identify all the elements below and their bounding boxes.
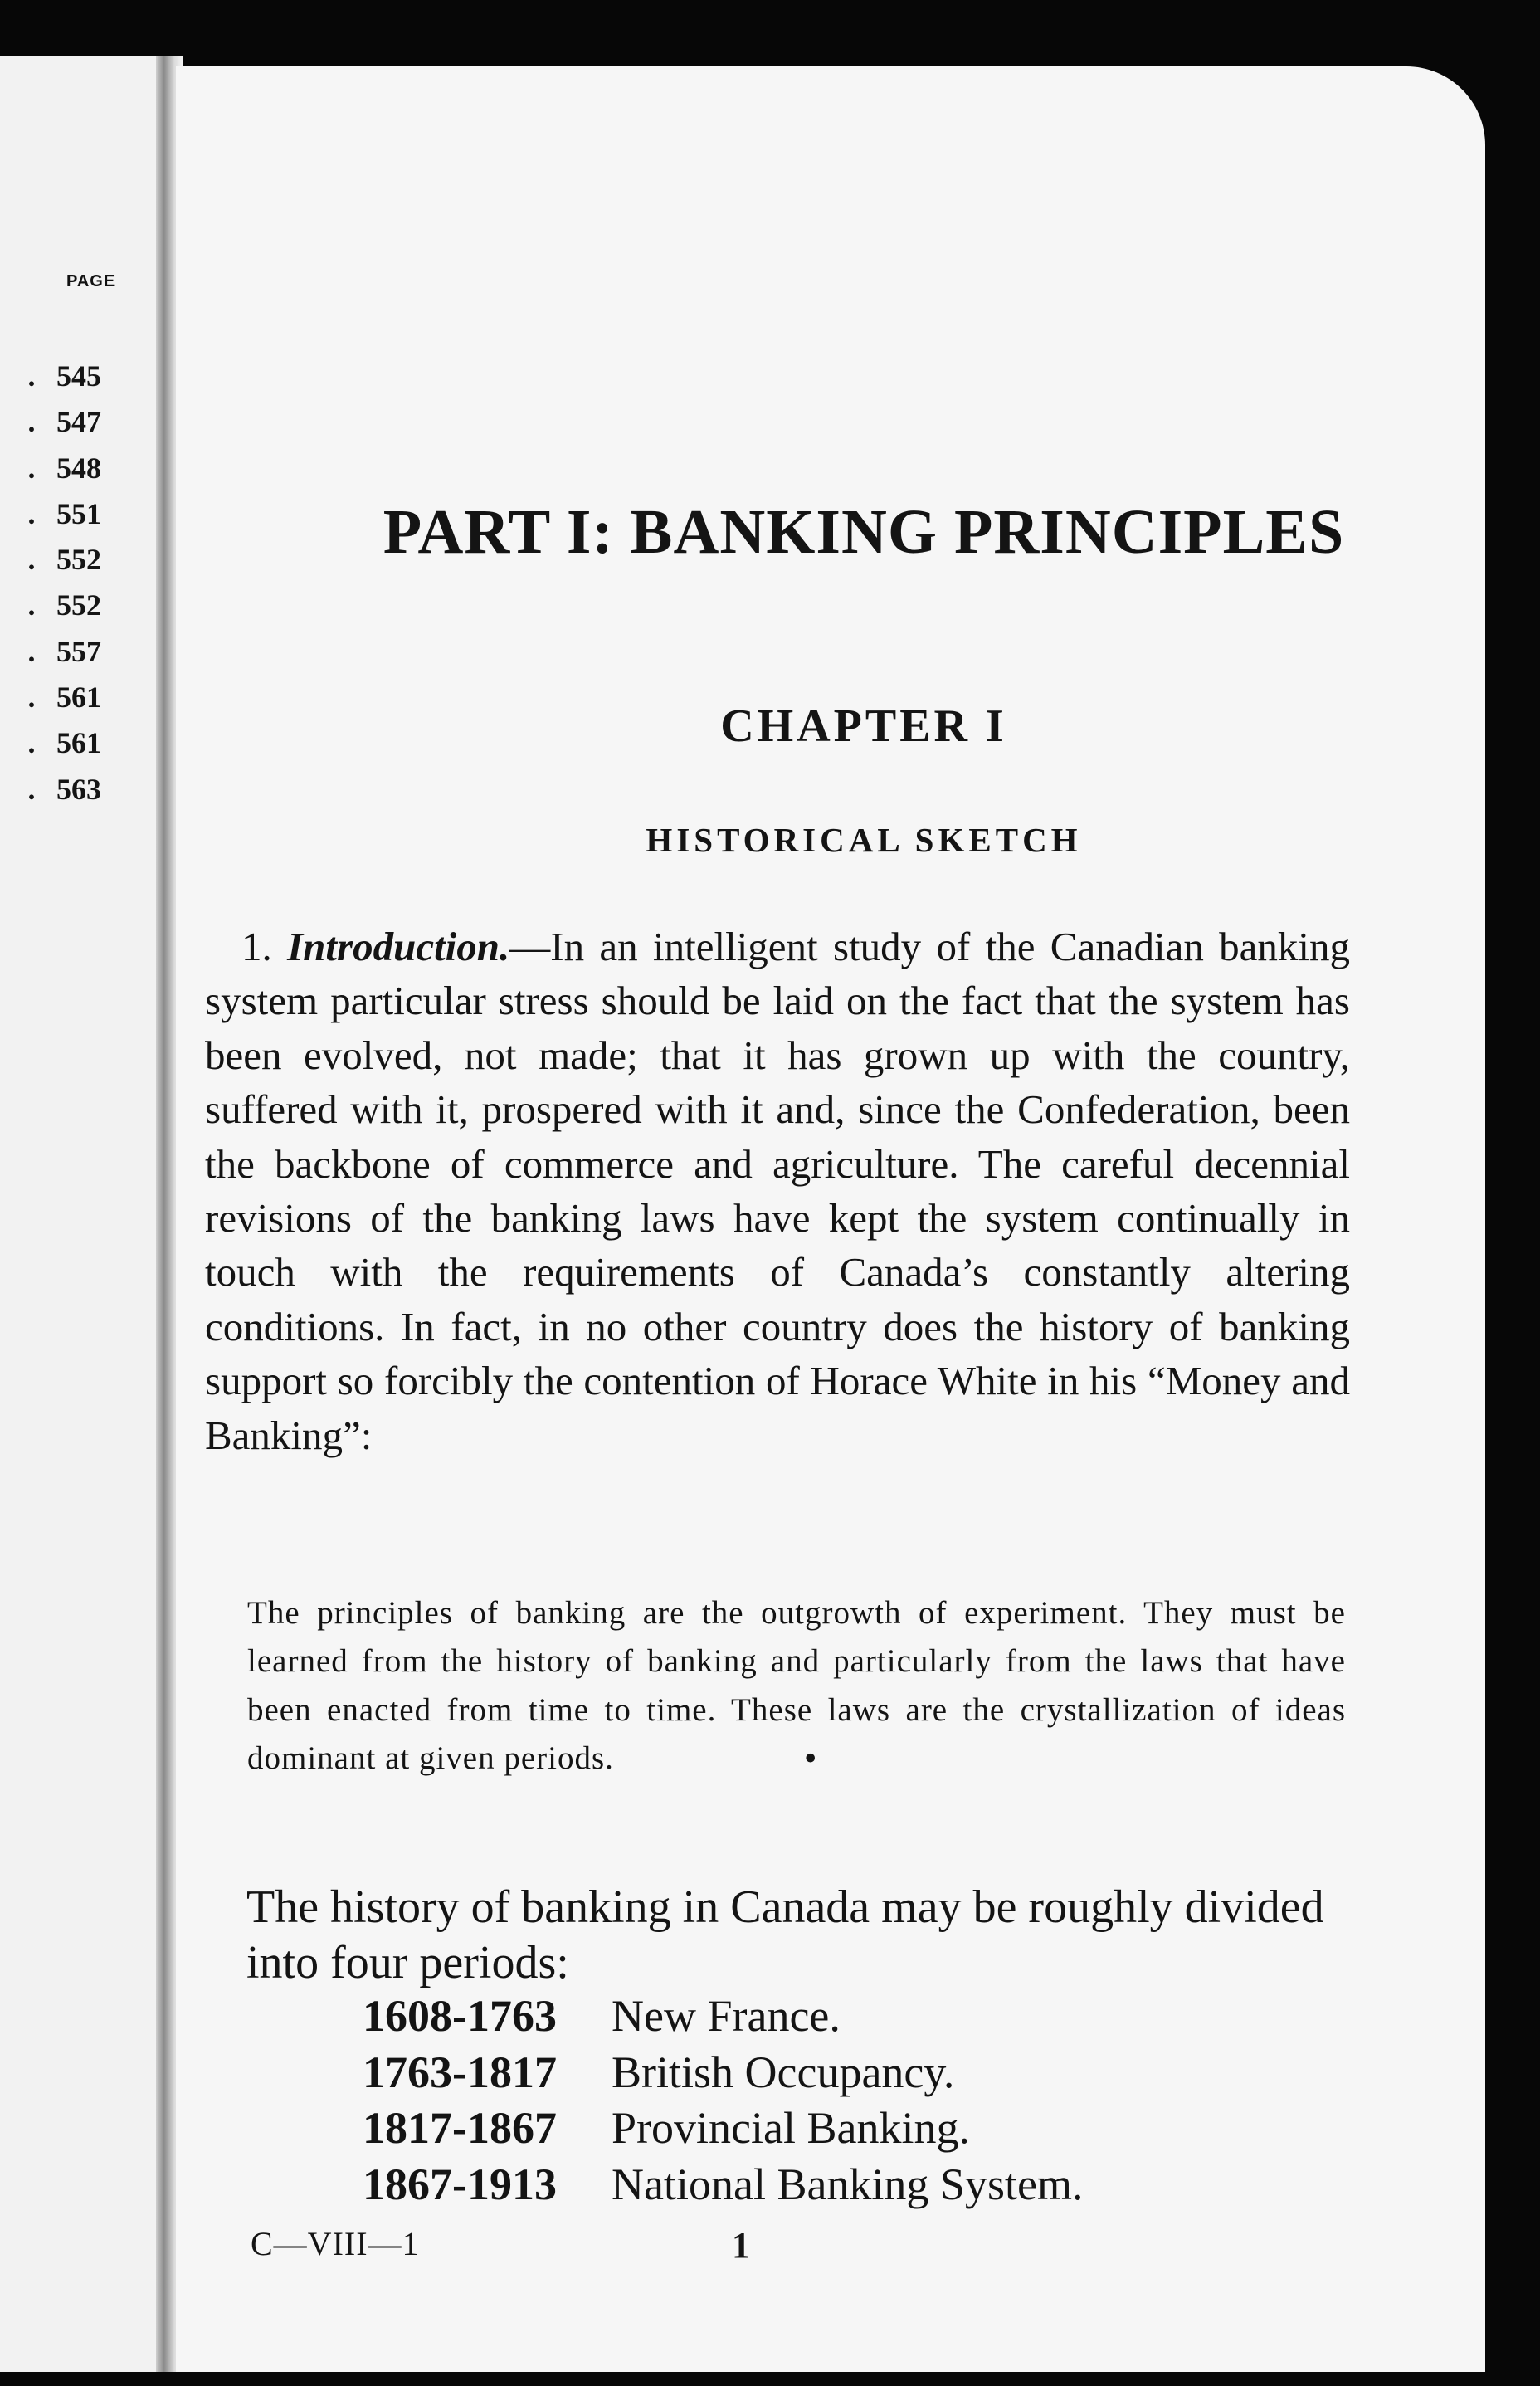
periods-intro: The history of banking in Canada may be roughly divided into four periods: [246,1881,1324,1988]
block-quote [247,1589,1346,1783]
chapter-title: CHAPTER I [720,700,1007,752]
periods-list [363,1988,1083,2213]
toc-page-number: . 561 [27,681,101,715]
previous-page-edge [0,56,158,2372]
part-title: PART I: BANKING PRINCIPLES [383,497,1345,567]
toc-page-number: . 552 [27,543,101,577]
period-row [363,2157,1083,2213]
toc-page-number: . 547 [27,405,101,439]
section-heading: Introduction. [287,924,510,969]
toc-page-number: . 551 [27,496,101,530]
introduction-paragraph [205,920,1350,1462]
period-name: National Banking System. [612,2159,1084,2209]
period-years: 1608-1763 [363,1991,557,2041]
toc-page-number: . 561 [27,726,101,760]
period-name: Provincial Banking. [612,2103,970,2154]
toc-page-number: . 563 [27,772,101,806]
period-years: 1867-1913 [363,2159,557,2209]
toc-page-number-list [7,354,101,812]
quote-text: The principles of banking are the outgrowth of experiment. They must be learned from the history of banking and particularly from the laws that have been enacted from time to time. These laws are the crystallization of ideas dominant at given periods. [247,1595,1346,1776]
introduction-text: —In an intelligent study of the Canadian banking system particular stress should be laid on the fact that the system has been evolved, not made; that it has grown up with the country, suffered with it, prospered with it and, since the Confederation, been the backbone of commerce and agriculture. The careful decennial revisions of the banking laws have kept the system continually in touch with the requirements of Canada’s constantly altering conditions. In fact, in no other country does the history of banking support so forcibly the contention of Horace White in his “Money and Banking”: [205,924,1350,1458]
period-name: British Occupancy. [612,2047,955,2097]
quote-mark: • [804,1739,817,1776]
period-row [363,2045,1083,2101]
period-row [363,1988,1083,2045]
toc-page-number: . 548 [27,451,101,485]
toc-page-number: . 545 [27,359,101,393]
period-name: New France. [612,1991,841,2041]
section-title: HISTORICAL SKETCH [646,821,1082,859]
period-years: 1817-1867 [363,2103,557,2154]
printer-signature-mark: C—VIII—1 [251,2225,420,2262]
toc-page-number: . 552 [27,588,101,622]
period-years: 1763-1817 [363,2047,557,2097]
period-row [363,2101,1083,2157]
toc-page-number: . 557 [27,634,101,668]
toc-page-header: PAGE [66,272,116,290]
book-page [176,66,1485,2372]
page-number: 1 [732,2225,750,2266]
section-number: 1. [241,924,272,969]
